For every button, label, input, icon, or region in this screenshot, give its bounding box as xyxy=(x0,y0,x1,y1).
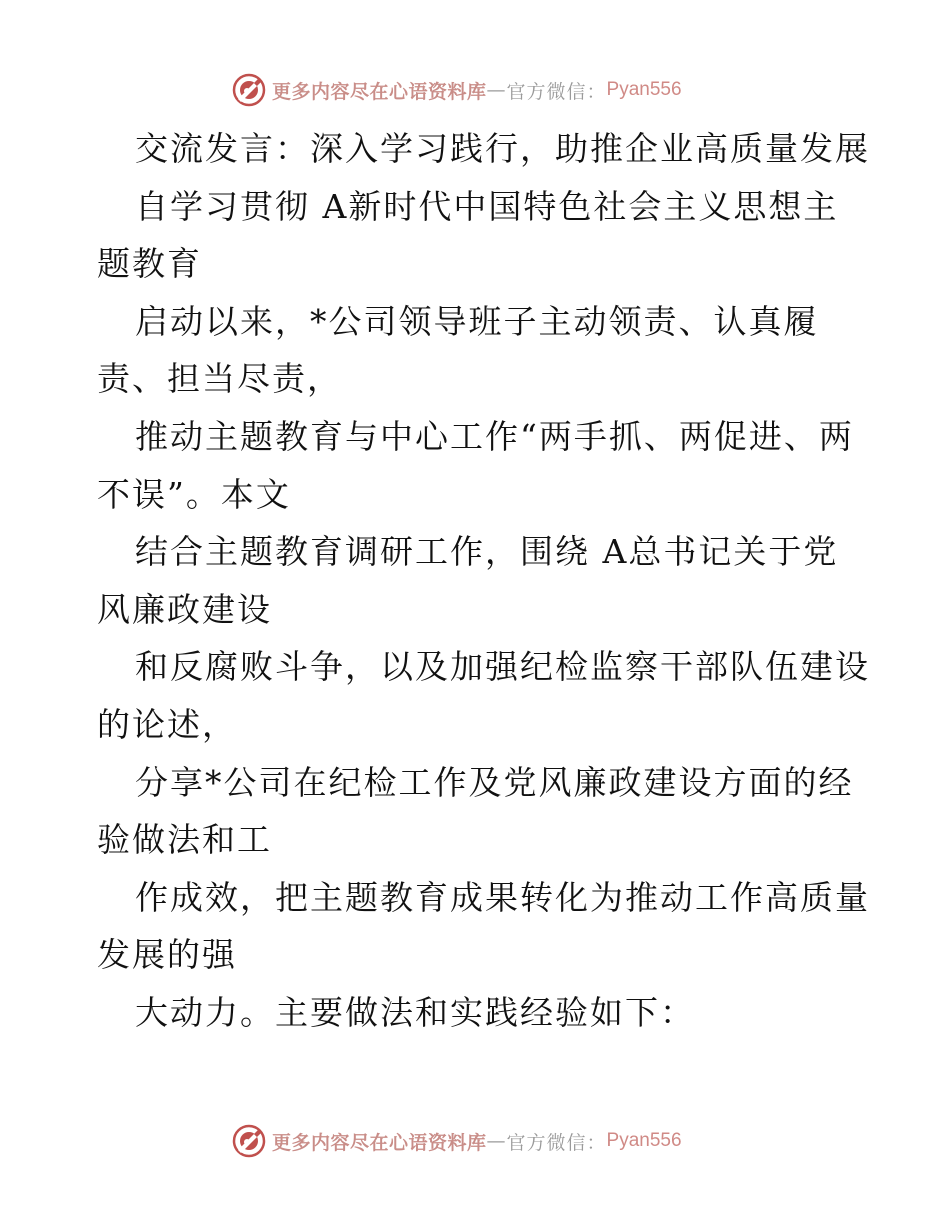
text-line: 和反腐败斗争，以及加强纪检监察干部队伍建设 xyxy=(135,647,870,687)
text-line: 题教育 xyxy=(97,244,202,284)
banner-text: 更多内容尽在心语资料库 xyxy=(272,80,487,103)
footer-watermark xyxy=(232,1121,682,1161)
text-line: 自学习贯彻 A新时代中国特色社会主义思想主 xyxy=(135,186,839,226)
banner-wechat-label: 官方微信： xyxy=(506,80,607,103)
banner-wechat-id: Pyan556 xyxy=(606,1130,682,1151)
text-line: 作成效，把主题教育成果转化为推动工作高质量 xyxy=(135,877,870,917)
document-body xyxy=(97,120,870,1042)
text-line: 推动主题教育与中心工作“两手抓、两促进、两 xyxy=(135,416,854,456)
text-line: 分享*公司在纪检工作及党风廉政建设方面的经 xyxy=(135,762,854,802)
banner-wechat-id: Pyan556 xyxy=(606,79,682,100)
banner-dash: — xyxy=(486,1130,507,1152)
text-line: 发展的强 xyxy=(97,935,237,975)
text-line: 的论述， xyxy=(97,704,237,744)
banner-dash: — xyxy=(486,79,507,101)
text-line: 交流发言：深入学习践行，助推企业高质量发展 xyxy=(135,129,870,168)
brand-logo-icon xyxy=(232,1124,266,1158)
header-watermark xyxy=(232,70,682,110)
banner-text: 更多内容尽在心语资料库 xyxy=(272,1131,487,1154)
text-line: 责、担当尽责， xyxy=(97,359,342,399)
banner-wechat-label: 官方微信： xyxy=(506,1131,607,1154)
text-line: 启动以来，*公司领导班子主动领责、认真履 xyxy=(135,301,819,341)
brand-logo-icon xyxy=(232,73,266,107)
text-line: 不误”。本文 xyxy=(97,474,291,514)
text-line: 结合主题教育调研工作，围绕 A总书记关于党 xyxy=(135,532,839,572)
text-line: 验做法和工 xyxy=(97,820,272,860)
text-line: 大动力。主要做法和实践经验如下： xyxy=(135,992,695,1032)
text-line: 风廉政建设 xyxy=(97,589,272,629)
